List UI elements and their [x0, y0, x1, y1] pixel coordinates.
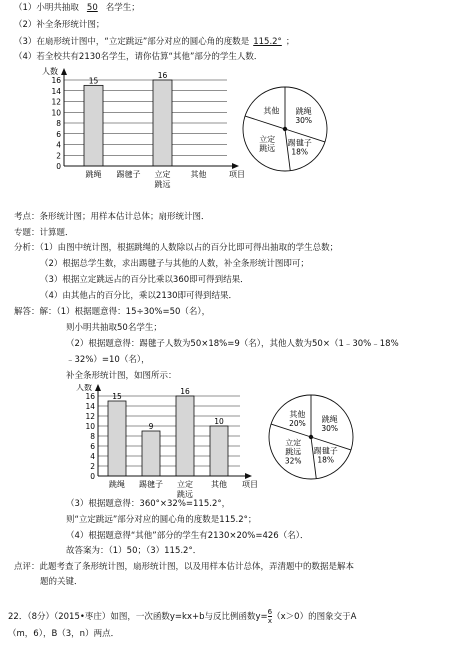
question-3: [14, 37, 294, 48]
q22-text-2: （x＞0）的图象交于A: [272, 612, 357, 622]
y-tick-label: 0: [56, 162, 61, 171]
q3-end: ；: [285, 37, 295, 47]
pie-slice-label: 跳绳: [295, 106, 312, 116]
question-22-line2: （m，6），B（3，n）两点．: [8, 629, 120, 639]
y-tick-label: 0: [90, 472, 95, 481]
jieda-9: 故答案为：（1）50；（3）115.2°．: [66, 546, 202, 556]
pie-slice-label: 踢毽子: [287, 138, 312, 148]
pie-chart-question: [240, 84, 330, 174]
x-category-label: 跳远: [154, 180, 171, 189]
jieda-2: 则小明共抽取50名学生；: [66, 323, 162, 333]
y-tick-label: 16: [85, 392, 95, 401]
y-tick-label: 14: [51, 86, 61, 96]
fraction-denominator: x: [267, 617, 272, 625]
y-tick-label: 4: [90, 452, 95, 461]
pie-slice-label: 跳绳: [321, 414, 338, 424]
x-category-label: 立定: [154, 170, 171, 179]
x-axis-arrow: [232, 163, 239, 169]
pie-slice-label: 其他: [289, 409, 306, 419]
question-22: [8, 608, 356, 625]
x-category-label: 踢毽子: [116, 170, 141, 179]
bar: [84, 85, 103, 166]
pie-slice-percent: 30%: [295, 115, 313, 125]
y-tick-label: 10: [51, 108, 61, 118]
pie-slice-percent: 18%: [291, 147, 309, 157]
q3-text: （3）在扇形统计图中，“立定跳远”部分对应的圆心角的度数是: [14, 37, 250, 47]
bar: [142, 431, 160, 476]
x-category-label: 跳远: [177, 490, 193, 499]
zhuanti: 专题：计算题．: [14, 228, 74, 238]
x-category-label: 跳绳: [85, 170, 102, 179]
y-tick-label: 14: [85, 402, 95, 411]
x-category-label: 其他: [190, 170, 207, 179]
bar-chart-question: [22, 66, 252, 194]
bar-chart-answer: [70, 384, 270, 502]
q22-text: 22．（8分）（2015•枣庄）如图，一次函数y=kx+b与反比例函数y=: [8, 612, 268, 622]
y-axis-arrow: [95, 384, 101, 391]
pie-center: [283, 127, 287, 131]
pie-slice-percent: 18%: [317, 455, 335, 465]
pie-slice-label: 立定: [259, 135, 276, 145]
y-tick-label: 10: [85, 422, 95, 431]
jieda-5: 补全条形统计图，如图所示：: [66, 371, 177, 381]
q3-answer: 115.2°: [253, 37, 282, 47]
pie-slice-percent: 32%: [284, 456, 302, 466]
jieda-4: ﹣32%）=10（名），: [66, 355, 150, 365]
y-tick-label: 8: [90, 432, 95, 441]
y-tick-label: 2: [56, 151, 61, 161]
pie-slice-percent: 20%: [289, 418, 306, 428]
question-2: （2）补全条形统计图；: [14, 20, 105, 30]
kaodian: 考点：条形统计图；用样本估计总体；扇形统计图．: [14, 212, 210, 222]
pie-slice-label: 立定: [285, 438, 302, 448]
pie-slice-label: 踢毽子: [313, 446, 338, 456]
fraction-numerator: 6: [267, 608, 273, 616]
y-tick-label: 6: [90, 442, 95, 451]
dianping-1: 点评：此题考查了条形统计图，扇形统计图，以及用样本估计总体，弄清题中的数据是解本: [14, 562, 355, 572]
pie-slice-label: 跳远: [285, 447, 302, 457]
bar: [210, 426, 228, 476]
x-category-label: 立定: [177, 480, 193, 489]
y-tick-label: 2: [90, 462, 95, 471]
y-tick-label: 8: [56, 119, 61, 128]
q1-end: 名学生；: [105, 3, 140, 13]
fenxi-3: （3）根据立定跳远占的百分比乘以360即可得到结果．: [40, 275, 249, 285]
fenxi-2: （2）根据总学生数，求出踢毽子与其他的人数，补全条形统计图即可；: [40, 259, 309, 269]
y-tick-label: 6: [56, 129, 61, 139]
x-category-label: 其他: [211, 480, 227, 489]
x-category-label: 踢毽子: [139, 480, 163, 489]
fenxi-1: 分析：（1）由图中统计图，根据跳绳的人数除以占的百分比即可得出抽取的学生总数；: [14, 243, 339, 253]
dianping-2: 题的关键．: [40, 577, 83, 587]
bar-value-label: 15: [88, 76, 99, 86]
bar-value-label: 16: [180, 387, 190, 396]
y-tick-label: 16: [51, 76, 61, 85]
x-axis-arrow: [245, 473, 252, 479]
q1-answer: 50: [86, 3, 98, 13]
x-axis-title: 项目: [242, 480, 258, 489]
question-4: （4）若全校共有2130名学生，请你估算“其他”部分的学生人数．: [14, 52, 263, 62]
bar: [176, 396, 194, 476]
pie-slice-label: 跳远: [259, 144, 276, 154]
pie-slice-percent: 30%: [321, 423, 339, 433]
q1-text: （1）小明共抽取: [14, 3, 79, 13]
y-axis-arrow: [61, 68, 67, 75]
fenxi-4: （4）由其他占的百分比，乘以2130即可得到结果．: [40, 291, 238, 301]
jieda-1: 解答：解：（1）根据题意得：15÷30%=50（名），: [14, 307, 211, 317]
bar-value-label: 16: [157, 71, 168, 80]
bar-value-label: 9: [148, 422, 154, 431]
x-axis-title: 项目: [229, 170, 245, 179]
pie-chart-answer: [266, 392, 356, 482]
x-category-label: 跳绳: [109, 480, 125, 489]
bar: [153, 80, 172, 166]
y-tick-label: 12: [85, 412, 95, 421]
bar-value-label: 15: [112, 392, 122, 401]
pie-slice-label: 其他: [263, 106, 280, 116]
jieda-8: （4）根据题意得“其他”部分的学生有2130×20%=426（名）．: [66, 531, 309, 541]
bar-value-label: 10: [214, 417, 224, 426]
jieda-6: （3）根据题意得：360°×32%=115.2°，: [66, 499, 231, 509]
y-tick-label: 4: [56, 140, 61, 150]
pie-center: [309, 435, 313, 439]
jieda-3: （2）根据题意得：踢毽子人数为50×18%=9（名），其他人数为50×（1﹣30%﹣18%: [66, 339, 399, 349]
y-axis-title: 人数: [76, 384, 92, 392]
question-1: [14, 3, 140, 14]
jieda-7: 则“立定跳远”部分对应的圆心角的度数是115.2°；: [66, 515, 257, 525]
bar: [108, 401, 126, 476]
y-tick-label: 12: [51, 97, 61, 107]
y-axis-title: 人数: [42, 67, 58, 76]
